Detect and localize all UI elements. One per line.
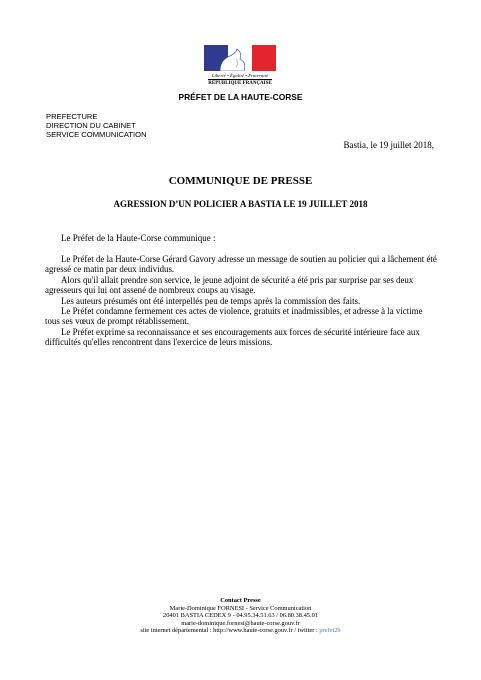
- body-text: [45, 254, 437, 348]
- prefet-title: PRÉFET DE LA HAUTE-CORSE: [178, 92, 303, 102]
- document-title: COMMUNIQUE DE PRESSE: [168, 175, 313, 187]
- republic-motto: Liberté • Égalité • Fraternité: [211, 73, 269, 78]
- twitter-link[interactable]: prefet2b: [319, 627, 341, 635]
- contact-name: Marie-Dominique FORNESI - Service Communication: [169, 604, 312, 612]
- contact-site[interactable]: site internet départemental : http://www.haute-corse.gouv.fr / twitter :: [140, 627, 320, 635]
- contact-address: 20401 BASTIA CEDEX 9 - 04.95.34.51.63 / 06.80.38.45.01: [163, 612, 318, 620]
- service-line: SERVICE COMMUNICATION: [46, 130, 147, 139]
- body-paragraph: Le Préfet condamne fermement ces actes de violence, gratuits et inadmissibles, et adresse à la victime tous ses vœux de prompt rétablissement.: [45, 306, 423, 327]
- service-line: DIRECTION DU CABINET: [46, 121, 136, 130]
- contact-heading: Contact Presse: [220, 597, 261, 604]
- marianne-emblem-icon: [200, 45, 280, 71]
- press-contact: [0, 597, 481, 635]
- contact-email[interactable]: marie-dominique.fornesi@haute-corse.gouv.fr: [181, 619, 300, 627]
- contact-web-line: [0, 627, 481, 635]
- document-date: Bastia, le 19 juillet 2018,: [343, 140, 434, 150]
- service-block: [46, 112, 147, 139]
- body-paragraph: Le Préfet exprime sa reconnaissance et ses encouragements aux forces de sécurité intérieure face aux difficultés qu'elles rencontrent dans l'exercice de leurs missions.: [45, 326, 420, 348]
- service-line: PREFECTURE: [46, 112, 98, 121]
- body-paragraph: Les auteurs présumés ont été interpellés peu de temps après la commission des faits.: [61, 295, 361, 306]
- marianne-logo: [200, 45, 280, 86]
- body-paragraph: Le Préfet de la Haute-Corse Gérard Gavory adresse un message de soutien au policier qui a lâchement été agressé ce matin par deux individus.: [45, 254, 437, 275]
- document-subject: AGRESSION D’UN POLICIER A BASTIA LE 19 JUILLET 2018: [113, 199, 368, 209]
- republic-name: RÉPUBLIQUE FRANÇAISE: [208, 81, 272, 86]
- body-paragraph: Alors qu'il allait prendre son service, le jeune adjoint de sécurité a été pris par surprise par ses deux agresseurs qui lui ont assené de nombreux coups au visage.: [45, 274, 414, 296]
- intro-line: Le Préfet de la Haute-Corse communique :: [61, 233, 216, 243]
